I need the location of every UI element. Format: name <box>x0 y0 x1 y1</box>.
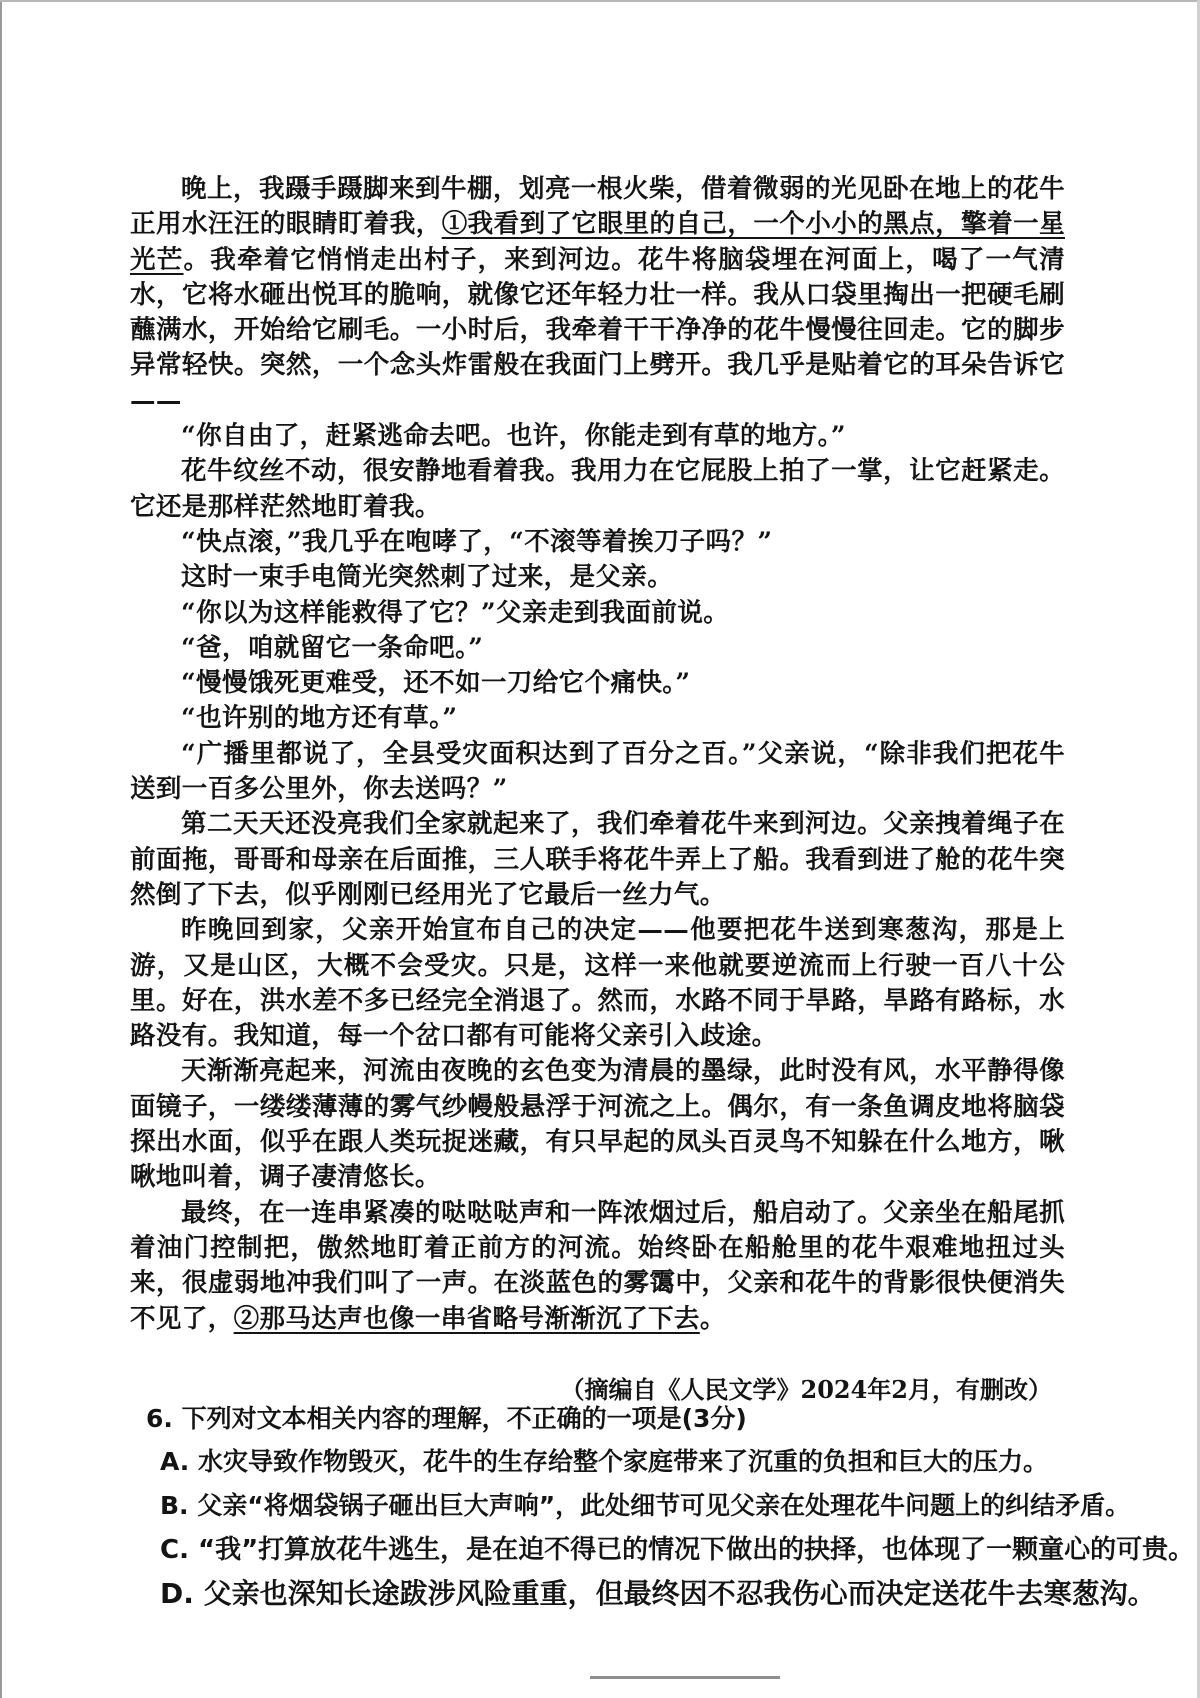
paragraph-text: 花牛纹丝不动，很安静地看着我。我用力在它屁股上拍了一掌，让它赶紧走。它还是那样茫然地盯着我。 <box>130 456 1065 522</box>
paragraph-text: 这时一束手电筒光突然刺了过来，是父亲。 <box>181 562 674 593</box>
paragraph-text: 最终，在一连串紧凑的哒哒哒声和一阵浓烟过后，船启动了。父亲坐在船尾抓着油门控制把，傲然地盯着正前方的河流。始终卧在船舱里的花牛艰难地扭过头来，很虚弱地冲我们叫了一声。在淡蓝色的雾霭中，父亲和花牛的背影很快便消失不见了， <box>130 1197 1065 1334</box>
page-footer-mark <box>590 1676 780 1693</box>
passage-text <box>130 172 1065 1337</box>
underlined-sentence-2: ②那马达声也像一串省略号渐渐沉了下去 <box>233 1303 700 1334</box>
paragraph-text: 第二天天还没亮我们全家就起来了，我们牵着花牛来到河边。父亲拽着绳子在前面拖，哥哥和母亲在后面推，三人联手将花牛弄上了船。我看到进了舱的花牛突然倒了下去，似乎刚刚已经用光了它最后一丝力气。 <box>130 809 1065 910</box>
paragraph-dialogue: “也许别的地方还有草。” <box>181 703 458 734</box>
paragraph-text: 昨晚回到家，父亲开始宣布自己的决定——他要把花牛送到寒葱沟，那是上游，又是山区，大概不会受灾。只是，这样一来他就要逆流而上行驶一百八十公里。好在，洪水差不多已经完全消退了。然而，水路不同于旱路，旱路有路标，水路没有。我知道，每一个岔口都有可能将父亲引入歧途。 <box>130 915 1065 1052</box>
question-6 <box>146 1398 1195 1616</box>
paragraph-text: 天渐渐亮起来，河流由夜晚的玄色变为清晨的墨绿，此时没有风，水平静得像面镜子，一缕缕薄薄的雾气纱幔般悬浮于河流之上。偶尔，有一条鱼调皮地将脑袋探出水面，似乎在跟人类玩捉迷藏，有只早起的凤头百灵鸟不知躲在什么地方，啾啾地叫着，调子凄清悠长。 <box>130 1056 1065 1193</box>
paragraph-dialogue: “你自由了，赶紧逃命去吧。也许，你能走到有草的地方。” <box>181 421 846 452</box>
paragraph-text: 。 <box>699 1303 726 1334</box>
option-d: D. 父亲也深知长途跋涉风险重重，但最终因不忍我伤心而决定送花牛去寒葱沟。 <box>160 1577 1156 1610</box>
paragraph-departure <box>130 1196 1065 1337</box>
scan-edge-left <box>0 0 2 1698</box>
paragraph-dialogue: “爸，咱就留它一条命吧。” <box>181 632 484 663</box>
source-citation: （摘编自《人民文学》2024年2月，有删改） <box>560 1375 1052 1404</box>
paragraph-text: 。我牵着它悄悄走出村子，来到河边。花牛将脑袋埋在河面上，喝了一气清水，它将水砸出悦耳的脆响，就像它还年轻力壮一样。我从口袋里掏出一把硬毛刷蘸满水，开始给它刷毛。一小时后，我牵着干干净净的花牛慢慢往回走。它的脚步异常轻快。突然，一个念头炸雷般在我面门上劈开。我几乎是贴着它的耳朵告诉它—— <box>130 244 1065 416</box>
paragraph-night-barn <box>130 172 1065 419</box>
paragraph-text: 晚上，我蹑手蹑脚来到牛棚，划亮一根火柴，借着微弱的光见卧在地上的花牛正用水汪汪的眼睛盯着我， <box>130 174 1065 240</box>
paragraph-dialogue: “慢慢饿死更难受，还不如一刀给它个痛快。” <box>181 668 691 699</box>
option-c: C. “我”打算放花牛逃生，是在迫不得已的情况下做出的抉择，也体现了一颗童心的可贵。 <box>160 1535 1195 1565</box>
scan-edge-top <box>0 0 1200 2</box>
option-a: A. 水灾导致作物毁灭，花牛的生存给整个家庭带来了沉重的负担和巨大的压力。 <box>160 1447 1049 1476</box>
question-stem: 6. 下列对文本相关内容的理解，不正确的一项是(3分) <box>146 1404 747 1433</box>
underlined-sentence-1: ①我看到了它眼里的自己，一个小小的黑点，擎着一星光芒 <box>130 209 1065 275</box>
paragraph-dialogue: “广播里都说了，全县受灾面积达到了百分之百。”父亲说，“除非我们把花牛送到一百多公里外，你去送吗？” <box>130 738 1065 805</box>
paragraph-dialogue: “快点滚，”我几乎在咆哮了，“不滚等着挨刀子吗？” <box>181 526 773 557</box>
paragraph-dialogue: “你以为这样能救得了它？”父亲走到我面前说。 <box>181 597 730 628</box>
option-b: B. 父亲“将烟袋锅子砸出巨大声响”，此处细节可见父亲在处理花牛问题上的纠结矛盾。 <box>160 1491 1131 1520</box>
